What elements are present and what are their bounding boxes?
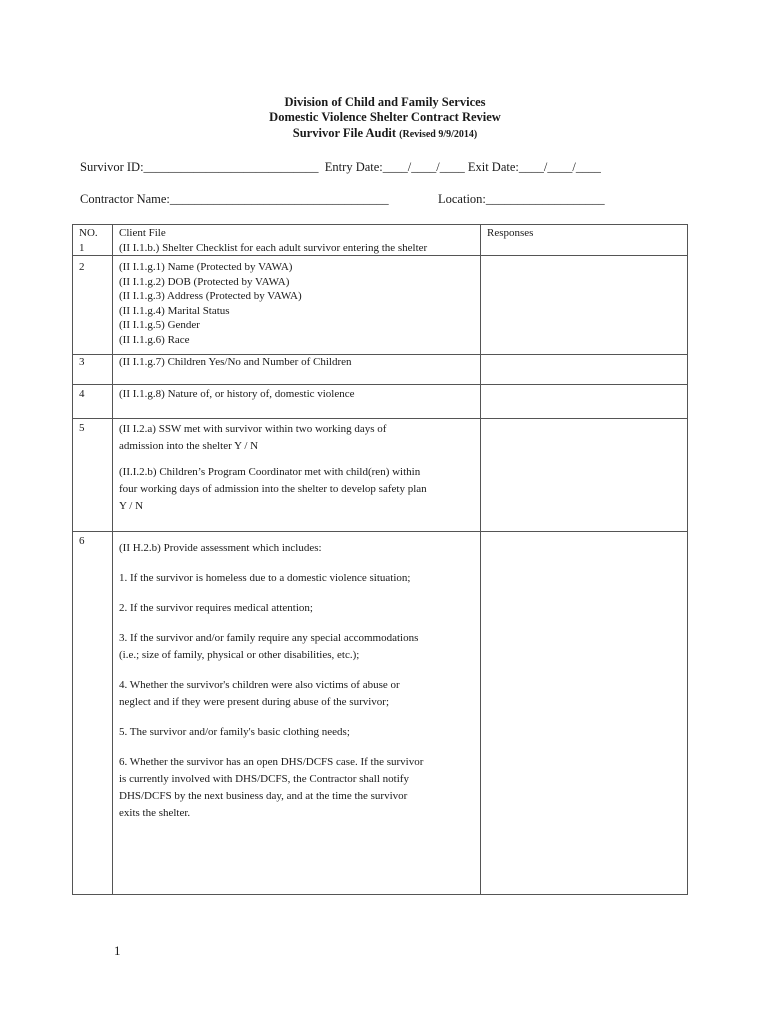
- client-file-cell: (II I.1.g.1) Name (Protected by VAWA) (II I.1.g.2) DOB (Protected by VAWA) (II I.1.g.3) Address (Protected by VAWA) (II I.1.g.4) Marital Status (II I.1.g.5) Gender (II I.1.g.6) Race: [113, 256, 481, 355]
- header-client-file: Client File (II I.1.b.) Shelter Checklist for each adult survivor entering the shelter: [113, 225, 481, 256]
- row-number: 5: [73, 419, 113, 532]
- audit-table: [72, 224, 688, 895]
- exit-date-field[interactable]: Exit Date:____/____/____: [467, 160, 601, 174]
- title-audit-text: Survivor File Audit: [292, 126, 397, 140]
- response-cell[interactable]: [481, 355, 688, 385]
- revised-date: (Revised 9/9/2014): [399, 129, 478, 140]
- client-file-cell: (II I.2.a) SSW met with survivor within two working days of admission into the shelter Y / N (II.I.2.b) Children’s Program Coordinator met with child(ren) within four working days of admission into the shelter to develop safety plan Y / N: [113, 419, 481, 532]
- client-file-cell: (II I.1.g.8) Nature of, or history of, domestic violence: [113, 385, 481, 419]
- row-number: 2: [73, 256, 113, 355]
- title-division: Division of Child and Family Services: [284, 95, 486, 109]
- client-file-cell: (II I.1.g.7) Children Yes/No and Number of Children: [113, 355, 481, 385]
- page-number: 1: [114, 943, 121, 958]
- table-row: [73, 256, 688, 355]
- contractor-name-field[interactable]: Contractor Name:___________________________________: [80, 192, 389, 206]
- header-responses: Responses: [481, 225, 688, 256]
- table-row: [73, 355, 688, 385]
- response-cell[interactable]: [481, 419, 688, 532]
- table-row: [73, 385, 688, 419]
- response-cell[interactable]: [481, 256, 688, 355]
- survivor-id-field[interactable]: Survivor ID:____________________________: [80, 160, 319, 174]
- response-cell[interactable]: [481, 532, 688, 895]
- client-file-cell: (II H.2.b) Provide assessment which includes: 1. If the survivor is homeless due to a domestic violence situation; 2. If the survivor requires medical attention; 3. If the survivor and/or family require any special accommodations (i.e.; size of family, physical or other disabilities, etc.); 4. Whether the survivor's children were also victims of abuse or neglect and if they were present during abuse of the survivor; 5. The survivor and/or family's basic clothing needs; 6. Whether the survivor has an open DHS/DCFS case. If the survivor is currently involved with DHS/DCFS, the Contractor shall notify DHS/DCFS by the next business day, and at the time the survivor exits the shelter.: [113, 532, 481, 895]
- table-header-row: [73, 225, 688, 256]
- row-number: 3: [73, 355, 113, 385]
- title-file-audit: [0, 126, 770, 141]
- title-contract-review: Domestic Violence Shelter Contract Review: [269, 110, 501, 124]
- row-number: 6: [73, 532, 113, 895]
- header-no: NO. 1: [73, 225, 113, 256]
- survivor-info-line: [80, 160, 601, 175]
- table-row: [73, 419, 688, 532]
- response-cell[interactable]: [481, 385, 688, 419]
- table-row: [73, 532, 688, 895]
- location-field[interactable]: Location:___________________: [438, 192, 605, 206]
- client-file-text: (II I.1.b.) Shelter Checklist for each adult survivor entering the shelter: [119, 241, 428, 254]
- row-number: 1: [79, 241, 85, 254]
- row-number: 4: [73, 385, 113, 419]
- entry-date-field[interactable]: Entry Date:____/____/____: [324, 160, 465, 174]
